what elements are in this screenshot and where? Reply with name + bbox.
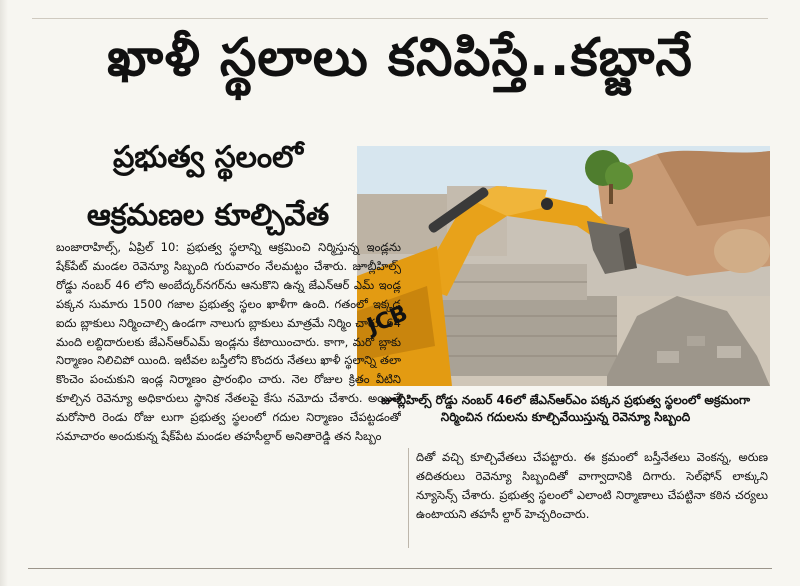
- subheadline-line-1: ప్రభుత్వ స్థలంలో: [113, 140, 303, 175]
- headline: ఖాళీ స్థలాలు కనిపిస్తే..కబ్జానే: [107, 28, 693, 88]
- article-body-column-1: బంజారాహిల్స్, ఏప్రిల్ 10: ప్రభుత్వ స్థలాన్ని ఆక్రమించి నిర్మిస్తున్న ఇండ్లను షేక్‌పేట్ మండల రెవెన్యూ సిబ్బంది గురువారం నేలమట్టం చేశారు. జూబ్లీహిల్స్ రోడ్డు నంబర్ 46 లోని అంబేద్కర్‌నగర్‌ను ఆనుకొని ఉన్న జేఎన్‌ఆర్ ఎమ్ ఇండ్ల పక్కన సుమారు 1500 గజాల ప్రభుత్వ స్థలం ఖాళీగా ఉంది. గతంలో ఇక్కడ ఐదు బ్లాకులు నిర్మించాల్సి ఉండగా నాలుగు బ్లాకులు మాత్రమే నిర్మిం చారు. 64 మంది లబ్దిదారులకు జేఎన్‌ఆర్‌ఎమ్ ఇండ్లను కేటాయించారు. కాగా, మరో బ్లాకు నిర్మాణం నిలిచిపో యింది. ఇటీవల బస్తీలోని కొందరు నేతలు ఖాళీ స్థలాన్ని తలా కొంచెం పంచుకుని ఇండ్ల నిర్మాణం ప్రారంభిం చారు. నెల రోజుల క్రితం వీటిని కూల్చిన రెవెన్యూ అధికారులు స్థానిక నేతలపై కేసు నమోదు చేశారు. అయితే మరోసారి రెండు రోజు లుగా ప్రభుత్వ స్థలంలో గదుల నిర్మాణం చేపట్టడంతో సమాచారం అందుకున్న షేక్‌పేట మండల తహసీల్దార్ అనితారెడ్డి తన సిబ్బం: [56, 240, 401, 444]
- photo-caption: జూబ్లీహిల్స్ రోడ్డు నంబర్ 46లో జేఎన్‌ఆర్‌ఎం పక్కన ప్రభుత్వ స్థలంలో అక్రమంగా నిర్మించిన గదులను కూల్చివేయిస్తున్న రెవెన్యూ సిబ్బంది: [380, 393, 751, 424]
- column-divider: [408, 448, 409, 548]
- page-edge-shadow: [0, 0, 8, 586]
- subheadline-line-2: ఆక్రమణల కూల్చివేత: [86, 198, 330, 233]
- article-body-column-2: దితో వచ్చి కూల్చివేతలు చేపట్టారు. ఈ క్రమంలో బస్తీనేతలు వెంకన్న, అరుణ తదితరులు రెవెన్యూ సిబ్బందితో వాగ్వాదానికి దిగారు. సెల్‌ఫోన్ లాక్కుని న్యూసెన్స్ చేశారు. ప్రభుత్వ స్థలంలో ఎలాంటి నిర్మాణాలు చేపట్టినా కఠిన చర్యలు ఉంటాయని తహసీ ల్దార్ హెచ్చరించారు.: [416, 450, 768, 521]
- top-rule: [32, 18, 768, 19]
- bottom-rule: [28, 568, 772, 569]
- svg-text:JCB: JCB: [363, 300, 412, 340]
- news-photo-excavator: [357, 146, 770, 386]
- excavator-demolition-illustration: [357, 146, 770, 386]
